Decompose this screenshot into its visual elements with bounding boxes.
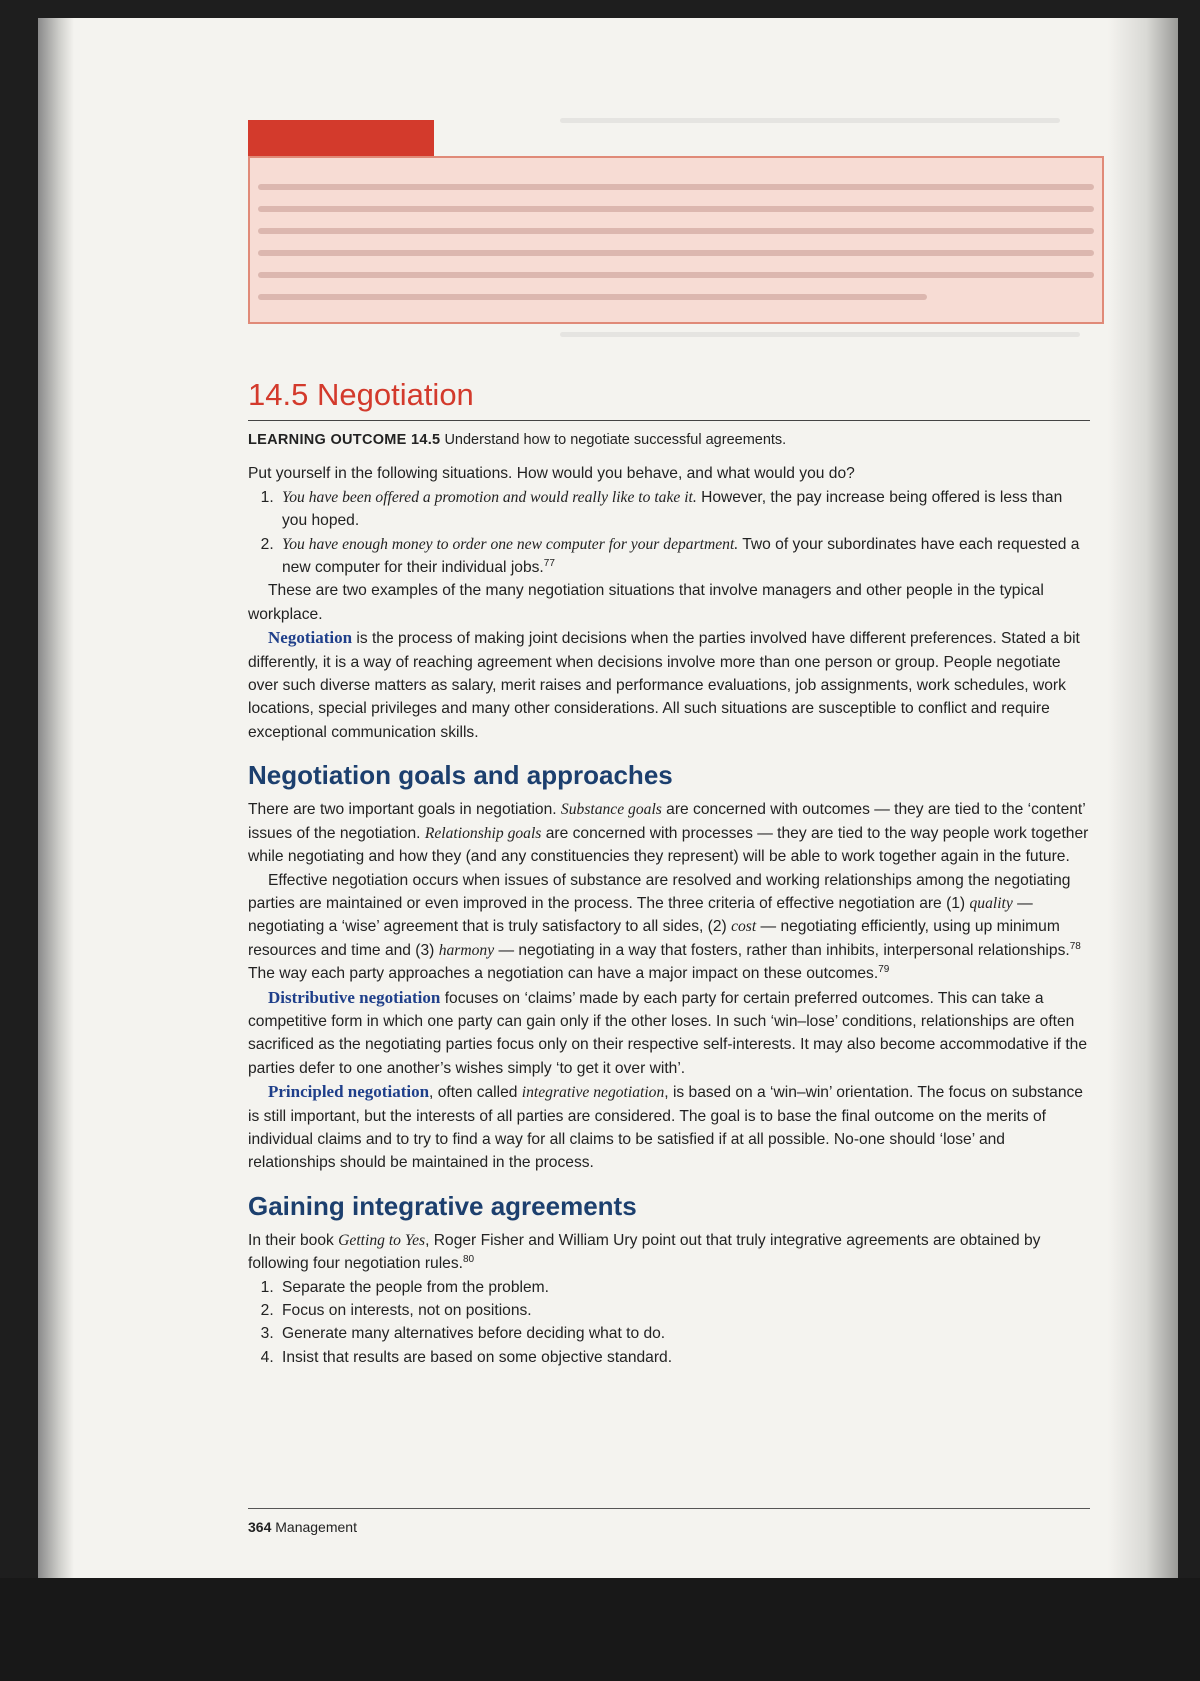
text-run: — negotiating efficiently, using up minimum resources and time and (3) <box>248 918 1060 959</box>
footnote-ref: 77 <box>543 557 555 569</box>
key-term: Negotiation <box>268 628 353 648</box>
text-run: In their book <box>248 1231 339 1249</box>
list-item: 2. Focus on interests, not on positions. <box>278 1299 1090 1322</box>
definition-text: is the process of making joint decisions when the parties involved have different preferences. Stated a bit differently, it is a way of reaching agreement when decisions involve more than one person or group. People negotiate over such diverse matters as salary, merit raises and performance evaluations, job assignments, work schedules, work locations, special privileges and many other considerations. All such situations are susceptible to conflict and require exceptional communication skills. <box>248 630 1080 741</box>
illegible-text-line <box>258 250 1094 256</box>
list-item: 4. Insist that results are based on some objective standard. <box>278 1346 1090 1369</box>
key-term: Principled negotiation <box>268 1082 430 1102</box>
text-run: — negotiating in a way that fosters, rather than inhibits, interpersonal relationships. <box>494 941 1070 959</box>
paragraph <box>248 1229 1090 1276</box>
learning-outcome <box>248 429 1090 452</box>
text-run: There are two important goals in negotiation. <box>248 801 561 819</box>
show-through-line <box>560 332 1080 337</box>
italic-term: harmony <box>438 941 495 959</box>
page-edge-shadow <box>1108 18 1178 1578</box>
text-run: The way each party approaches a negotiation can have a major impact on these outcomes. <box>248 965 879 983</box>
footnote-ref: 80 <box>462 1254 475 1265</box>
situation-italic: You have enough money to order one new computer for your department. <box>282 535 739 553</box>
section-number: 14.5 <box>248 377 309 412</box>
list-item <box>278 533 1090 580</box>
italic-term: integrative negotiation <box>521 1084 665 1102</box>
paragraph <box>248 798 1090 868</box>
text-run: Effective negotiation occurs when issues of substance are resolved and working relationships among the negotiating parties are maintained or even improved in the process. The three criteria of effective negotiation are (1) <box>248 871 1071 912</box>
key-term: Distributive negotiation <box>268 987 441 1007</box>
list-item: 1. Separate the people from the problem. <box>278 1276 1090 1299</box>
footnote-ref: 79 <box>878 963 890 975</box>
illegible-text-line <box>258 272 1094 278</box>
illegible-text-line <box>258 228 1094 234</box>
list-item <box>278 486 1090 533</box>
illegible-text-line <box>258 294 927 300</box>
subheading-goals: Negotiation goals and approaches <box>248 760 673 791</box>
situation-list <box>248 486 1090 580</box>
feature-box <box>248 156 1104 324</box>
running-title: Management <box>275 1519 357 1535</box>
situation-italic: You have been offered a promotion and would really like to take it. <box>282 488 697 506</box>
negotiation-definition <box>248 626 1090 744</box>
intro-paragraph: Put yourself in the following situations. How would you behave, and what would you do? <box>248 465 855 483</box>
text-run: are concerned with processes — they are tied to the way people work together while negotiating and how they (and any constituencies they represent) will be able to work together again in the future. <box>248 824 1089 866</box>
main-content <box>248 375 1090 1369</box>
text-run: , often called <box>429 1084 522 1102</box>
text-run: — negotiating a ‘wise’ agreement that is truly satisfactory to all sides, (2) <box>248 894 1033 936</box>
list-item: 3. Generate many alternatives before deciding what to do. <box>278 1322 1090 1345</box>
learning-outcome-label: LEARNING OUTCOME 14.5 <box>248 432 441 448</box>
text-run: focuses on ‘claims’ made by each party for certain preferred outcomes. This can take a competitive form in which one party can gain only if the other loses. In such ‘win–lose’ conditions, relationships are often sacrificed as the negotiating parties focus only on their respective self-interests. It may also become accommodative if the parties defer to one another’s wishes simply ‘to get it over with’. <box>248 989 1088 1077</box>
page-number: 364 <box>248 1519 272 1535</box>
italic-term: Substance goals <box>560 801 662 819</box>
paragraph <box>248 869 1090 986</box>
text-run: are concerned with outcomes — they are tied to the ‘content’ issues of the negotiation. <box>248 801 1086 842</box>
situation-text: However, the pay increase being offered is less than you hoped. <box>282 488 1063 530</box>
illegible-text-line <box>258 184 1094 190</box>
scan-background <box>0 1578 1200 1681</box>
paragraph <box>248 986 1090 1081</box>
page-gutter-shadow <box>38 18 74 1578</box>
section-rule <box>248 420 1090 421</box>
feature-box-tab <box>248 120 434 158</box>
rules-list <box>248 1276 1090 1370</box>
paragraph: These are two examples of the many negotiation situations that involve managers and other people in the typical workplace. <box>248 582 1044 623</box>
paragraph <box>248 1080 1090 1175</box>
illegible-text-line <box>258 206 1094 212</box>
show-through-line <box>560 118 1060 123</box>
footnote-ref: 78 <box>1069 940 1081 952</box>
section-title-text: Negotiation <box>316 377 474 412</box>
italic-term: Relationship goals <box>424 824 542 842</box>
situation-text: Two of your subordinates have each requested a new computer for their individual jobs. <box>282 535 1080 577</box>
text-run: , is based on a ‘win–win’ orientation. The focus on substance is still important, but the interests of all parties are considered. The goal is to base the final outcome on the merits of individual claims and to try to find a way for all claims to be satisfied if at all possible. No-one should ‘lose’ and relationships should be maintained in the process. <box>248 1084 1083 1172</box>
text-run: , Roger Fisher and William Ury point out that truly integrative agreements are obtained by following four negotiation rules. <box>248 1231 1041 1273</box>
page-footer <box>248 1508 1090 1535</box>
section-title <box>248 375 1090 415</box>
subheading-integrative: Gaining integrative agreements <box>248 1190 637 1221</box>
italic-term: cost <box>731 918 757 936</box>
book-title: Getting to Yes <box>338 1231 426 1249</box>
learning-outcome-text: Understand how to negotiate successful agreements. <box>444 432 787 448</box>
italic-term: quality <box>969 894 1013 912</box>
